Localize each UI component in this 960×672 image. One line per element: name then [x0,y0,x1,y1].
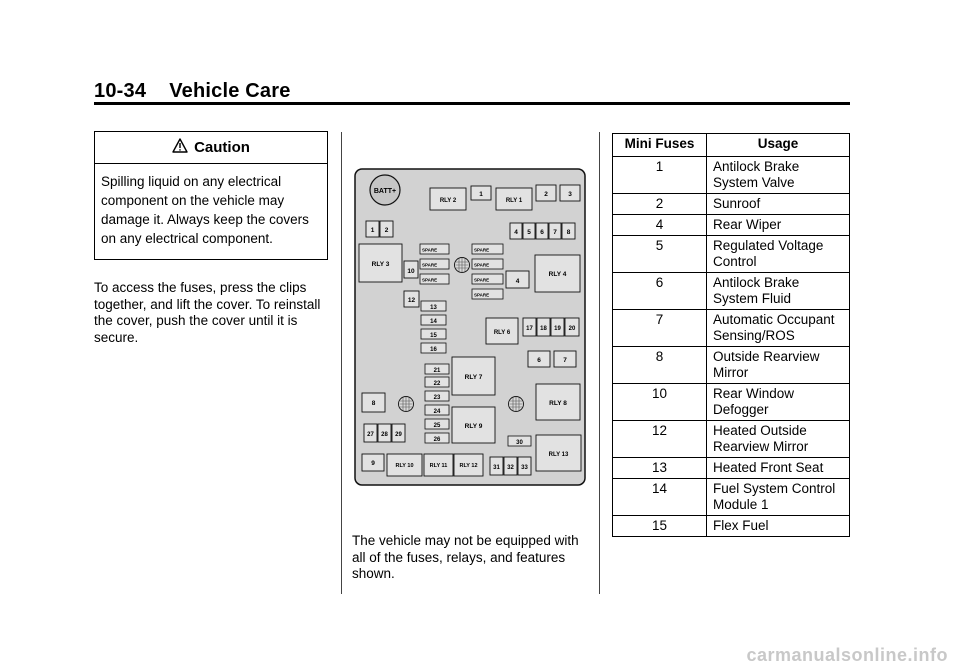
fuse-usage: Flex Fuel [707,516,850,537]
svg-text:15: 15 [430,333,437,339]
fuse-usage: Rear Wiper [707,215,850,236]
fuse-19 [551,318,564,336]
fuse-6-top [536,223,548,239]
relay-rly9 [452,407,495,443]
relay-rly2 [430,188,466,210]
table-row [613,236,850,273]
fuse-15 [421,329,446,339]
svg-text:29: 29 [395,432,402,438]
table-row [613,347,850,384]
fuse-27 [364,424,377,442]
instructions-paragraph: To access the fuses, press the clips together, and lift the cover. To reinstall the cover, push the cover until it is secure. [94,280,321,345]
column-header-usage: Usage [707,134,850,157]
svg-text:RLY 8: RLY 8 [549,400,567,407]
svg-text:31: 31 [493,465,500,471]
table-row [613,458,850,479]
svg-text:16: 16 [430,347,437,353]
caution-text: Spilling liquid on any electrical component on the vehicle may damage it. Always keep the covers on any electrical component. [101,174,309,246]
svg-text:10: 10 [407,268,415,275]
table-header-row [613,134,850,157]
relay-rly3 [359,244,402,282]
svg-text:7: 7 [563,357,567,364]
fuse-usage: Sunroof [707,194,850,215]
relay-rly4 [535,255,580,292]
fuse-28 [378,424,391,442]
fuse-usage: Fuel System Control Module 1 [707,479,850,516]
spare-fuse-right-3 [472,274,503,284]
section-title: Vehicle Care [169,80,291,102]
table-row [613,421,850,458]
fuse-2-top [536,185,556,201]
relay-rly1 [496,188,532,210]
svg-text:6: 6 [540,229,544,236]
spare-fuse-right-4 [472,289,503,299]
fuse-25 [425,419,449,429]
fuse-10 [404,261,418,278]
fuse-number: 12 [613,421,707,458]
fuse-usage: Regulated Voltage Control [707,236,850,273]
battery-terminal [370,175,400,205]
fuse-5 [523,223,535,239]
svg-text:RLY 13: RLY 13 [548,452,569,458]
fuse-number: 6 [613,273,707,310]
relay-rly12 [454,454,483,476]
svg-text:14: 14 [430,319,437,325]
fuse-number: 4 [613,215,707,236]
svg-text:23: 23 [433,395,441,401]
svg-text:4: 4 [514,229,518,236]
svg-text:RLY 1: RLY 1 [505,198,523,204]
svg-text:25: 25 [433,423,441,429]
svg-text:SPARE: SPARE [422,277,438,283]
column-divider-right [599,132,600,594]
svg-text:20: 20 [568,326,576,332]
relay-rly8 [536,384,580,420]
relay-rly10 [387,454,422,476]
fuse-number: 2 [613,194,707,215]
fuse-usage-table [612,133,850,537]
column-header-mini-fuses: Mini Fuses [613,134,707,157]
fuse-7-top [549,223,561,239]
fuse-16 [421,343,446,353]
fuse-number: 1 [613,157,707,194]
fuse-6-mid [528,351,550,367]
fuse-29 [392,424,405,442]
page-title [94,80,850,103]
svg-text:30: 30 [516,440,523,446]
fuse-4-mid [506,271,529,288]
svg-text:RLY 4: RLY 4 [548,271,567,278]
column-divider-left [341,132,342,594]
svg-text:33: 33 [521,465,528,471]
fuse-31 [490,457,503,475]
fuse-number: 5 [613,236,707,273]
fuse-usage: Heated Outside Rearview Mirror [707,421,850,458]
svg-text:SPARE: SPARE [474,262,490,268]
svg-text:RLY 10: RLY 10 [395,463,414,469]
header-rule [94,102,850,105]
svg-text:RLY 11: RLY 11 [429,463,448,469]
caution-title: Caution [194,139,250,156]
fuse-usage: Heated Front Seat [707,458,850,479]
svg-text:5: 5 [527,229,531,236]
fuse-33 [518,457,531,475]
fuse-24 [425,405,449,415]
svg-text:RLY 7: RLY 7 [464,374,483,381]
fuse-12 [404,291,419,307]
page-header [94,80,850,103]
relay-rly6 [486,318,518,344]
relay-rly11 [424,454,453,476]
table-row [613,157,850,194]
spare-fuse-left-1 [420,244,449,254]
fuse-23 [425,391,449,401]
screw-icon [509,397,524,412]
screw-icon [455,258,470,273]
fuse-30 [508,436,531,446]
fuse-8-left [362,393,385,412]
spare-fuse-left-3 [420,274,449,284]
svg-text:6: 6 [537,357,541,364]
fuse-22 [425,377,449,387]
svg-text:RLY 12: RLY 12 [459,463,478,469]
fuse-20 [565,318,579,336]
table-row [613,215,850,236]
svg-text:2: 2 [384,227,389,234]
svg-text:17: 17 [526,326,533,332]
svg-text:13: 13 [430,305,437,311]
svg-text:18: 18 [540,326,547,332]
svg-text:1: 1 [479,191,483,198]
svg-text:4: 4 [515,278,520,285]
svg-text:RLY 6: RLY 6 [493,330,511,336]
spare-fuse-right-2 [472,259,503,269]
equipment-note: The vehicle may not be equipped with all of the fuses, relays, and features shown. [352,533,579,581]
fuse-13 [421,301,446,311]
svg-text:RLY 3: RLY 3 [371,261,390,268]
svg-text:BATT+: BATT+ [373,188,397,195]
svg-text:SPARE: SPARE [474,247,490,253]
fuse-26 [425,433,449,443]
table-row [613,273,850,310]
svg-text:24: 24 [433,409,441,415]
fuse-3 [560,185,580,201]
svg-text:27: 27 [367,432,374,438]
svg-text:RLY 2: RLY 2 [439,198,457,204]
screw-icon [399,397,414,412]
svg-text:8: 8 [371,400,376,407]
svg-text:RLY 9: RLY 9 [464,423,483,430]
svg-text:SPARE: SPARE [474,277,490,283]
page-number: 10-34 [94,80,147,102]
caution-box [94,131,328,260]
fuse-1-left [366,221,379,237]
warning-icon [172,138,188,157]
svg-text:2: 2 [544,191,548,198]
table-row [613,194,850,215]
spare-fuse-right-1 [472,244,503,254]
fuse-number: 14 [613,479,707,516]
caution-header [95,132,327,164]
fuse-8-top [562,223,575,239]
svg-text:28: 28 [381,432,388,438]
fuse-2-left [380,221,393,237]
fuse-17 [523,318,536,336]
table-row [613,310,850,347]
fuse-32 [504,457,517,475]
fuse-usage: Antilock Brake System Valve [707,157,850,194]
svg-text:8: 8 [566,229,571,236]
svg-text:7: 7 [553,229,557,236]
svg-text:32: 32 [507,465,514,471]
fuse-block-diagram [354,168,586,486]
watermark: carmanualsonline.info [746,645,948,665]
table-row [613,516,850,537]
fuse-usage: Automatic Occupant Sensing/ROS [707,310,850,347]
svg-text:21: 21 [433,368,441,374]
svg-text:1: 1 [370,227,375,234]
svg-text:SPARE: SPARE [422,262,438,268]
fuse-usage: Rear Window Defogger [707,384,850,421]
fuse-number: 10 [613,384,707,421]
fuse-18 [537,318,550,336]
fuse-14 [421,315,446,325]
fuse-number: 7 [613,310,707,347]
fuse-21 [425,364,449,374]
fuse-usage: Antilock Brake System Fluid [707,273,850,310]
svg-text:26: 26 [433,437,441,443]
fuse-9 [362,454,384,471]
spare-fuse-left-2 [420,259,449,269]
fuse-1 [471,186,491,200]
fuse-number: 13 [613,458,707,479]
relay-rly7 [452,357,495,395]
svg-text:22: 22 [433,381,441,387]
svg-text:12: 12 [407,297,416,304]
svg-text:SPARE: SPARE [474,292,490,298]
svg-text:3: 3 [568,191,572,198]
fuse-number: 8 [613,347,707,384]
fuse-number: 15 [613,516,707,537]
fuse-usage: Outside Rearview Mirror [707,347,850,384]
svg-text:19: 19 [554,326,561,332]
svg-text:9: 9 [371,460,375,467]
fuse-4-top [510,223,522,239]
svg-text:SPARE: SPARE [422,247,438,253]
relay-rly13 [536,435,581,471]
table-row [613,384,850,421]
table-row [613,479,850,516]
fuse-7-mid [554,351,576,367]
